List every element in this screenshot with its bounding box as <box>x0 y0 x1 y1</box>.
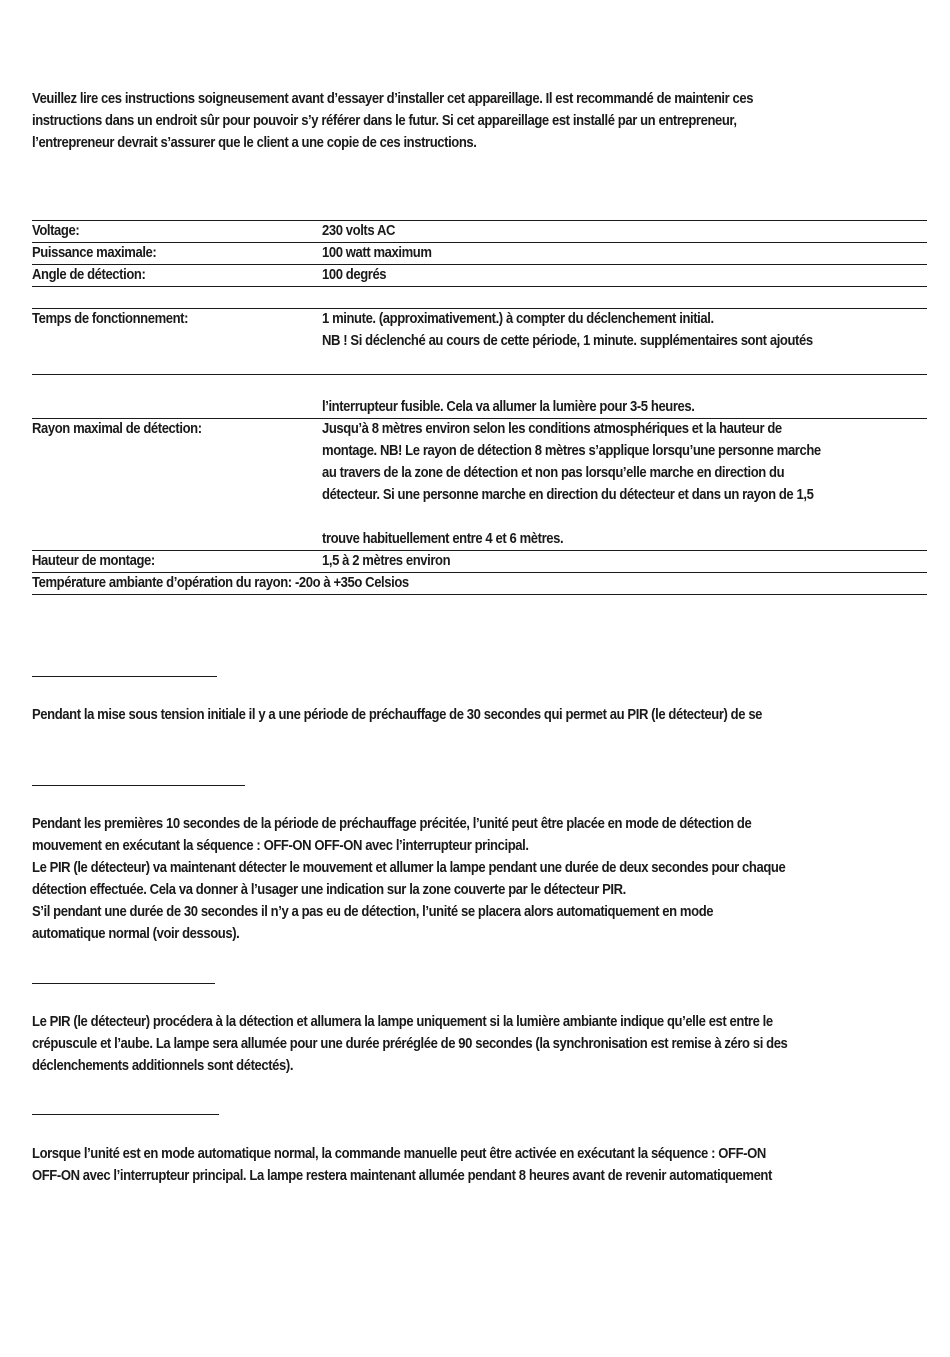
spec-value-fuse-line: l’interrupteur fusible. Cela va allumer la lumière pour 3-5 heures. <box>322 399 695 415</box>
spec-label-time: Temps de fonctionnement: <box>32 311 189 327</box>
test-mode-line-3: Le PIR (le détecteur) va maintenant détecter le mouvement et allumer la lampe pendant une durée de deux secondes pour chaque <box>32 860 786 876</box>
section-heading-rule <box>32 1114 219 1115</box>
intro-line-3: l’entrepreneur devrait s’assurer que le client a une copie de ces instructions. <box>32 135 477 151</box>
test-mode-line-6: automatique normal (voir dessous). <box>32 926 240 942</box>
test-mode-line-1: Pendant les premières 10 secondes de la période de préchauffage précitée, l’unité peut être placée en mode de détection de <box>32 816 752 832</box>
spec-value-angle: 100 degrés <box>322 267 387 283</box>
test-mode-line-5: S’il pendant une durée de 30 secondes il n’y a pas eu de détection, l’unité se placera alors automatiquement en mode <box>32 904 714 920</box>
spec-value-radius-line-3: au travers de la zone de détection et non pas lorsqu’elle marche en direction du <box>322 465 785 481</box>
table-rule <box>32 220 927 221</box>
intro-line-1: Veuillez lire ces instructions soigneusement avant d’essayer d’installer cet appareillage. Il est recommandé de maintenir ces <box>32 91 754 107</box>
spec-value-radius-line-4: détecteur. Si une personne marche en direction du détecteur et dans un rayon de 1,5 <box>322 487 814 503</box>
auto-mode-line-1: Le PIR (le détecteur) procédera à la détection et allumera la lampe uniquement si la lumière ambiante indique qu’elle est entre le <box>32 1014 773 1030</box>
test-mode-line-2: mouvement en exécutant la séquence : OFF-ON OFF-ON avec l’interrupteur principal. <box>32 838 529 854</box>
spec-value-time-line-1: 1 minute. (approximativement.) à compter du déclenchement initial. <box>322 311 714 327</box>
spec-value-voltage: 230 volts AC <box>322 223 395 239</box>
auto-mode-line-3: déclenchements additionnels sont détectés). <box>32 1058 294 1074</box>
spec-label-angle: Angle de détection: <box>32 267 146 283</box>
auto-mode-line-2: crépuscule et l’aube. La lampe sera allumée pour une durée préréglée de 90 secondes (la synchronisation est remise à zéro si des <box>32 1036 788 1052</box>
table-rule <box>32 374 927 375</box>
table-rule <box>32 242 927 243</box>
spec-label-power: Puissance maximale: <box>32 245 157 261</box>
section-heading-rule <box>32 676 217 677</box>
section-heading-rule <box>32 983 215 984</box>
spec-value-radius-tail: trouve habituellement entre 4 et 6 mètres. <box>322 531 564 547</box>
spec-value-time-line-2: NB ! Si déclenché au cours de cette période, 1 minute. supplémentaires sont ajoutés <box>322 333 813 349</box>
spec-label-voltage: Voltage: <box>32 223 80 239</box>
spec-value-radius-line-2: montage. NB! Le rayon de détection 8 mètres s’applique lorsqu’une personne marche <box>322 443 821 459</box>
spec-value-height: 1,5 à 2 mètres environ <box>322 553 451 569</box>
table-rule <box>32 264 927 265</box>
warmup-paragraph: Pendant la mise sous tension initiale il y a une période de préchauffage de 30 secondes qui permet au PIR (le détecteur) de se <box>32 707 763 723</box>
spec-value-radius-line-1: Jusqu’à 8 mètres environ selon les conditions atmosphériques et la hauteur de <box>322 421 782 437</box>
spec-value-power: 100 watt maximum <box>322 245 432 261</box>
table-rule <box>32 286 927 287</box>
manual-mode-line-1: Lorsque l’unité est en mode automatique normal, la commande manuelle peut être activée en exécutant la séquence : OFF-ON <box>32 1146 766 1162</box>
manual-mode-line-2: OFF-ON avec l’interrupteur principal. La lampe restera maintenant allumée pendant 8 heures avant de revenir automatiquement <box>32 1168 772 1184</box>
section-heading-rule <box>32 785 245 786</box>
spec-temperature-line: Température ambiante d’opération du rayon: -20o à +35o Celsios <box>32 575 409 591</box>
test-mode-line-4: détection effectuée. Cela va donner à l’usager une indication sur la zone couverte par le détecteur PIR. <box>32 882 626 898</box>
table-rule <box>32 550 927 551</box>
table-rule <box>32 594 927 595</box>
intro-line-2: instructions dans un endroit sûr pour pouvoir s’y référer dans le futur. Si cet appareillage est installé par un entrepreneur, <box>32 113 737 129</box>
spec-label-radius: Rayon maximal de détection: <box>32 421 202 437</box>
spec-label-height: Hauteur de montage: <box>32 553 155 569</box>
